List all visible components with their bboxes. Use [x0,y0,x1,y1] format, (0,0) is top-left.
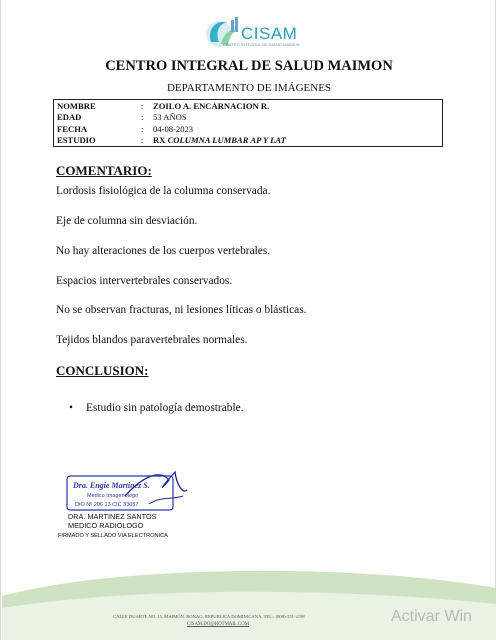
study-value [153,135,439,146]
page-title: CENTRO INTEGRAL DE SALUD MAIMON [105,58,393,74]
study-prefix: RX [153,135,168,146]
patient-row-study [57,135,439,146]
comentario-heading: COMENTARIO: [56,163,152,178]
patient-info-box [53,99,443,147]
signature-note: FIRMADO Y SELLADO VIA ELECTRONICA [58,533,168,539]
stamp-role: Medico Imagenologo [87,493,139,499]
date-sep: : [141,123,144,134]
stamp-name: Dra. Engie Martinez S. [73,481,150,490]
comentario-line: No hay alteraciones de los cuerpos vertebrales. [56,245,271,257]
age-value: 53 AÑOS [153,112,187,123]
age-sep: : [141,112,144,123]
comentario-line: Lordosis fisiológica de la columna conservada. [56,185,271,197]
logo-subtitle: CENTRO INTEGRAL DE SALUD MAIMON [223,42,300,47]
name-sep: : [141,101,144,111]
doctor-name: DRA. MARTINEZ SANTOS [68,512,157,521]
footer-email: CISAM.DO@HOTMAIL.COM [187,622,249,627]
department-title: DEPARTAMENTO DE IMÁGENES [166,82,332,94]
comentario-line: Espacios intervertebrales conservados. [56,275,233,287]
conclusion-heading: CONCLUSION: [56,363,149,378]
footer-address: CALLE DUARTE NO. 15, MAIMÓN, BONAO, REPUBLICA DOMINICANA, TEL.: (809)-551-2198 [113,614,305,619]
signature-stamp-icon [65,466,189,512]
patient-row-age [57,112,439,123]
windows-activation-watermark: Activar Win [391,608,472,625]
study-sep: : [141,135,144,146]
patient-row-date [57,124,439,135]
name-value: ZOILO A. ENCARNACION R. [153,101,270,111]
patient-row-name [57,101,439,112]
comentario-line: Eje de columna sin desviación. [56,215,198,227]
study-name: COLUMNA LUMBAR AP Y LAT [167,135,286,146]
stamp-license: DIO Nº 206 13 CIC 33057 [75,502,139,508]
doctor-role: MEDICO RADIOLOGO [68,521,144,530]
age-label: EDAD [57,112,82,123]
footer-wave-decoration [2,568,496,640]
date-label: FECHA [57,123,88,134]
comentario-line: Tejidos blandos paravertebrales normales. [56,334,248,346]
logo-text: CISAM [241,24,298,43]
conclusion-item-text: Estudio sin patología demostrable. [86,402,244,414]
conclusion-item [69,402,244,414]
comentario-line: No se observan fracturas, ni lesiones líticas o blásticas. [56,304,307,316]
name-label: NOMBRE [57,101,96,111]
date-value: 04-08-2023 [153,123,194,134]
study-label: ESTUDIO [57,135,96,146]
